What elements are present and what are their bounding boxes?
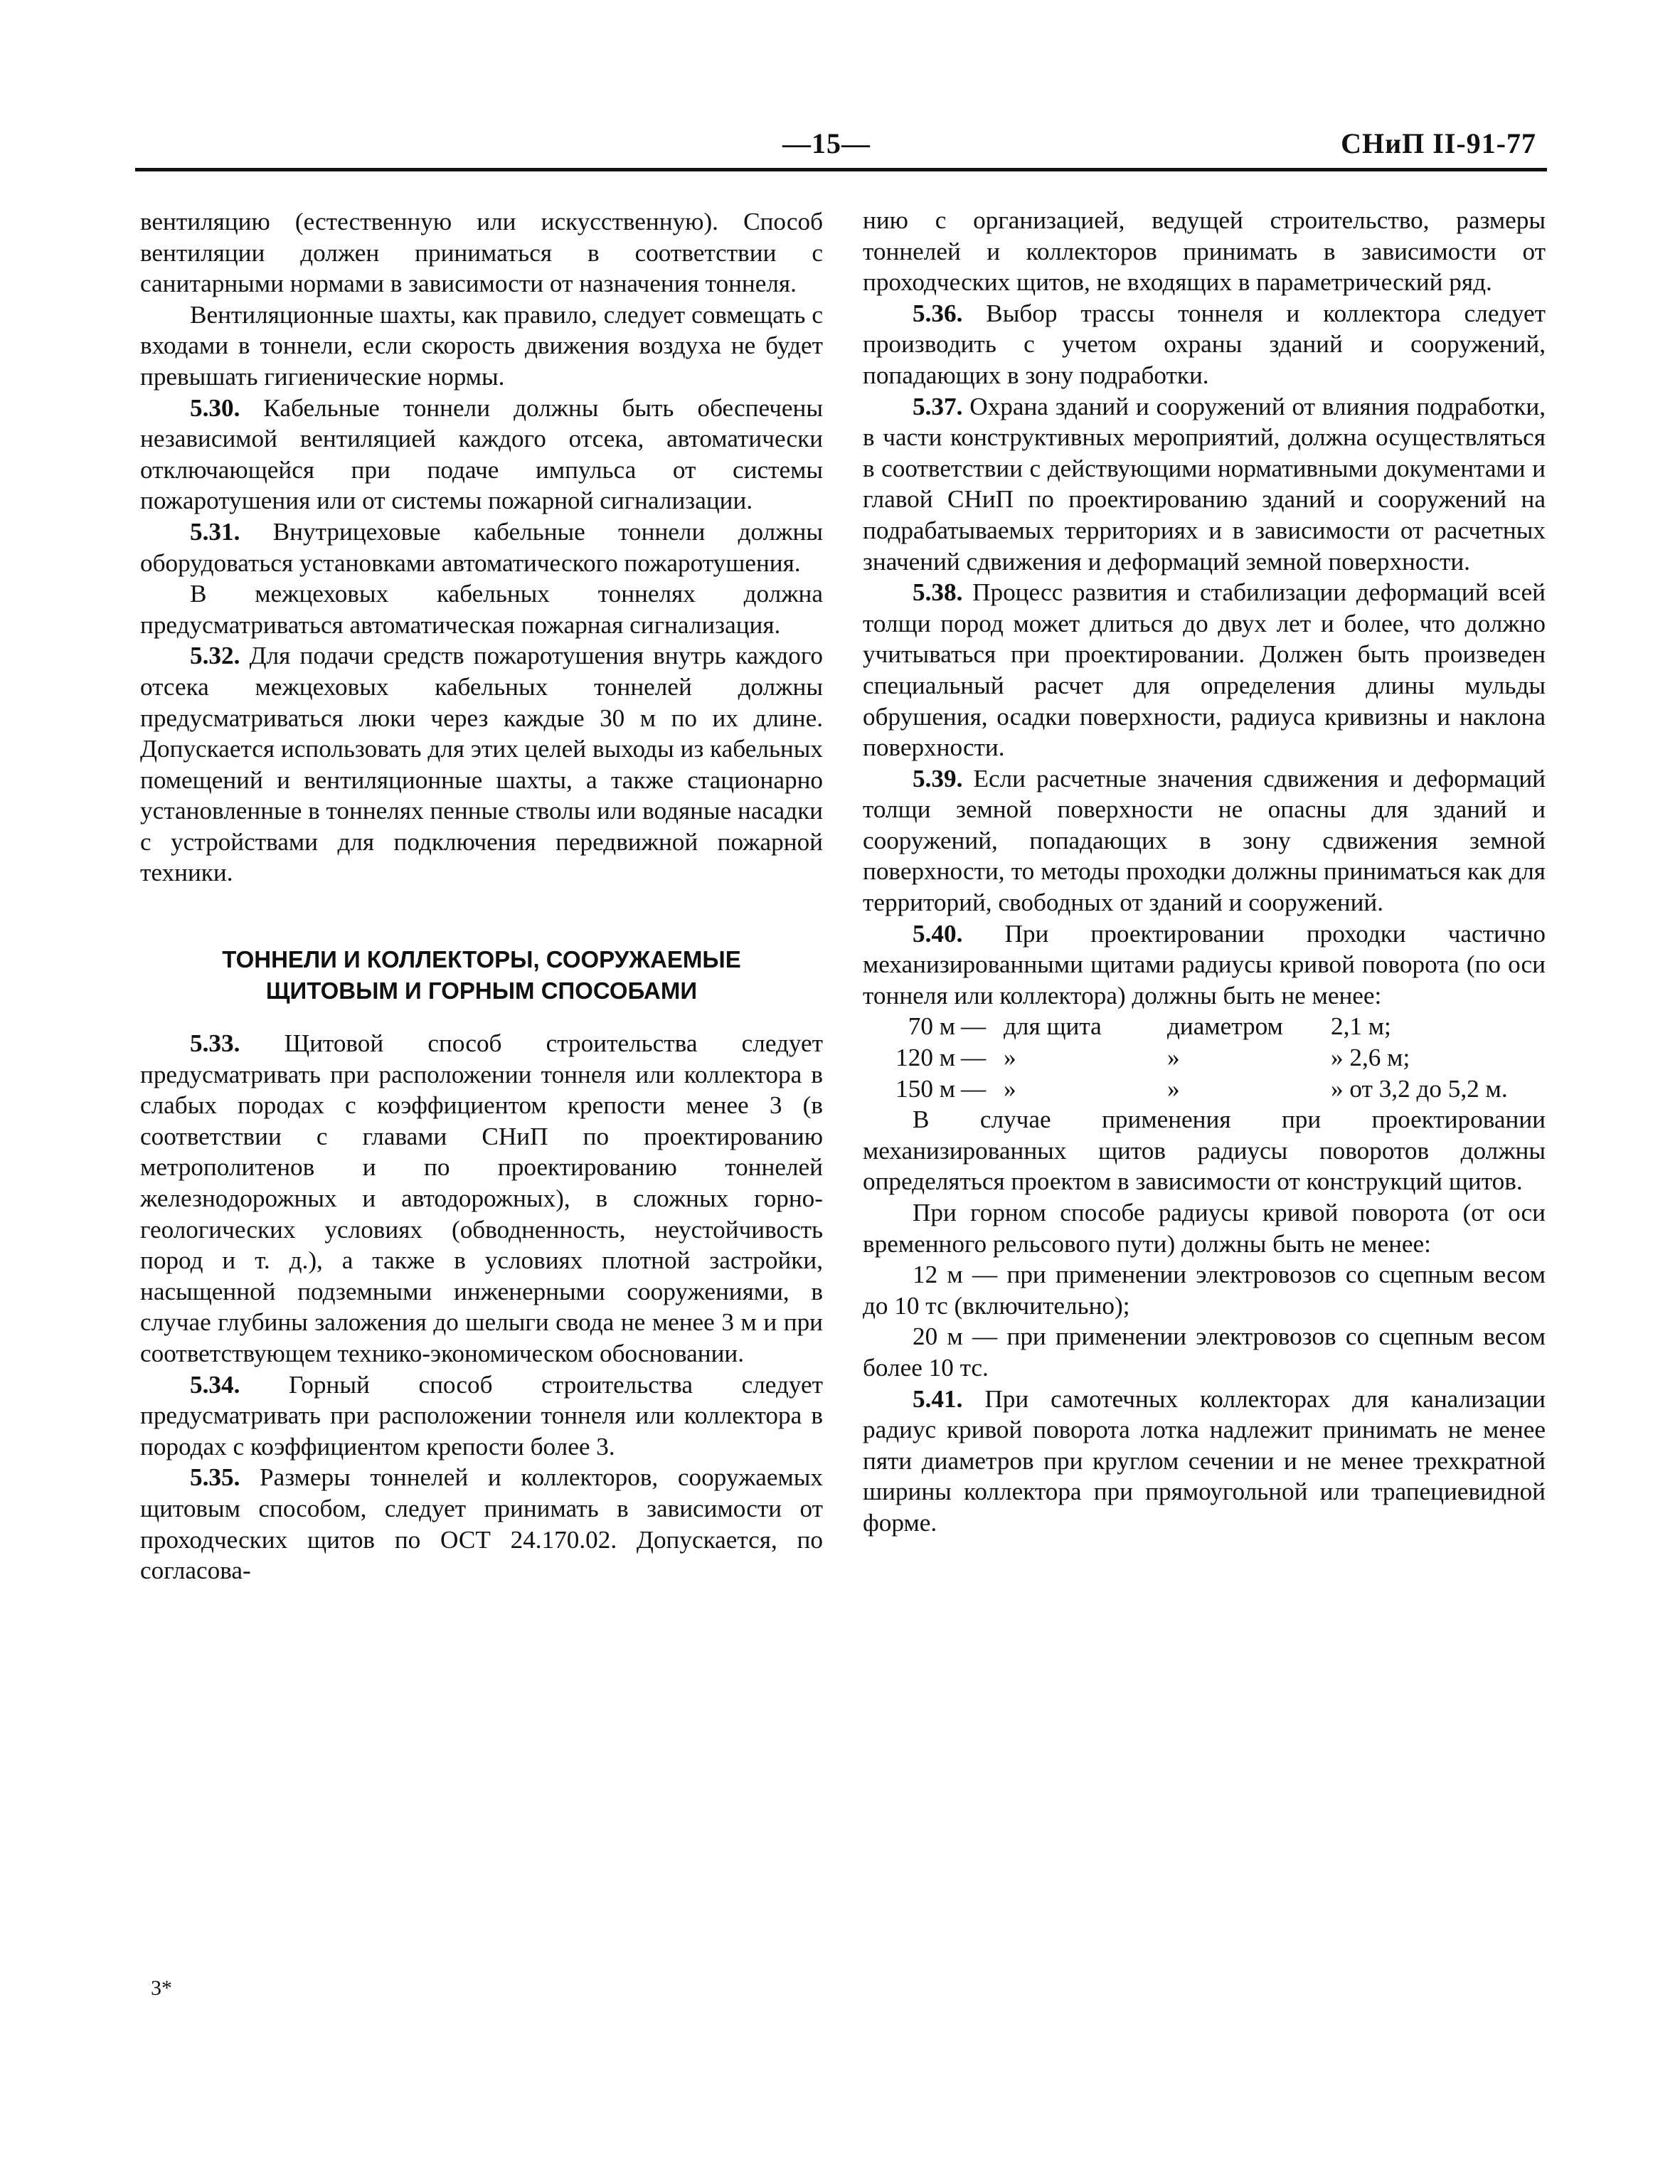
clause-text: Размеры тоннелей и коллекторов, сооружаемых щитовым способом, следует принимать в зависимости от проходческих щитов по ОСТ 24.170.02. Допускается, по согласова-: [140, 1463, 823, 1585]
clause-5-37: [863, 391, 1546, 578]
section-heading-line: ТОННЕЛИ И КОЛЛЕКТОРЫ, СООРУЖАЕМЫЕ: [222, 946, 741, 973]
clause-number: 5.38.: [913, 578, 963, 607]
clause-5-35: [140, 1462, 823, 1586]
clause-number: 5.41.: [913, 1384, 963, 1413]
page-number: —15—: [782, 127, 871, 159]
clause-text: Процесс развития и стабилизации деформаций всей толщи пород может длиться до двух лет и более, что должно учитываться при проектировании. Должен быть произведен специальный расчет для определения длины мульды обрушения, осадки поверхности, радиуса кривизны и наклона поверхности.: [863, 578, 1546, 762]
table-row: [863, 1011, 1508, 1042]
header-rule: [135, 168, 1547, 171]
clause-text: Охрана зданий и сооружений от влияния подработки, в части конструктивных мероприятий, должна осуществляться в соответствии с действующими нормативными документами и главой СНиП по проектированию зданий и сооружений на подрабатываемых территориях и в зависимости от расчетных значений сдвижения и деформаций земной поверхности.: [863, 392, 1546, 576]
radius-value: 120 м: [895, 1044, 955, 1072]
radius-desc: »: [1004, 1074, 1016, 1103]
clause-number: 5.31.: [190, 517, 240, 546]
clause-5-30: [140, 393, 823, 516]
clause-number: 5.39.: [913, 764, 963, 793]
clause-number: 5.35.: [190, 1463, 240, 1492]
clause-number: 5.34.: [190, 1370, 240, 1399]
radius-desc: »: [1167, 1074, 1180, 1103]
section-heading-line: ЩИТОВЫМ И ГОРНЫМ СПОСОБАМИ: [265, 977, 698, 1004]
clause-text: При самотечных коллекторах для канализации радиус кривой поворота лотка надлежит принимать не менее пяти диаметров при круглом сечении и не менее трехкратной ширины коллектора при прямоугольной или трапециевидной форме.: [863, 1384, 1546, 1537]
clause-number: 5.36.: [913, 299, 963, 327]
clause-5-41: [863, 1384, 1546, 1539]
clause-5-34: [140, 1369, 823, 1463]
clause-text: Кабельные тоннели должны быть обеспечены независимой вентиляцией каждого отсека, автоматически отключающейся при подаче импульса от системы пожаротушения или от системы пожарной сигнализации.: [140, 393, 824, 515]
paragraph: При горном способе радиусы кривой поворота (от оси временного рельсового пути) должны быть не менее:: [863, 1199, 1546, 1258]
radius-value: 150 м: [895, 1074, 955, 1103]
radius-desc: »: [1167, 1044, 1180, 1072]
clause-5-32: [140, 640, 823, 889]
clause-5-39: [863, 763, 1546, 918]
clause-number: 5.33.: [190, 1029, 240, 1058]
paragraph: В межцеховых кабельных тоннелях должна предусматриваться автоматическая пожарная сигнализация.: [140, 580, 823, 639]
clause-5-36: [863, 298, 1546, 391]
signature-mark: 3*: [151, 1976, 172, 2000]
clause-text: Выбор трассы тоннеля и коллектора следует производить с учетом охраны зданий и сооружений, попадающих в зону подработки.: [863, 299, 1546, 389]
radius-desc: для щита: [1004, 1012, 1102, 1041]
document-code: СНиП II-91-77: [1341, 127, 1536, 159]
shield-diameter: 2,1 м;: [1331, 1012, 1391, 1041]
clause-text: Горный способ строительства следует предусматривать при расположении тоннеля или коллектора в породах с коэффициентом крепости более 3.: [140, 1370, 823, 1461]
clause-5-31: [140, 516, 823, 578]
paragraph: нию с организацией, ведущей строительство, размеры тоннелей и коллекторов принимать в зависимости от проходческих щитов, не входящих в параметрический ряд.: [863, 206, 1546, 297]
clause-5-40: [863, 918, 1546, 1012]
radius-table: [863, 1011, 1508, 1104]
clause-text: Для подачи средств пожаротушения внутрь каждого отсека межцеховых кабельных тоннелей должны предусматриваться люки через каждые 30 м по их длине. Допускается использовать для этих целей выходы из кабельных помещений и вентиляционные шахты, а также стационарно установленные в тоннелях пенные стволы или водяные насадки с устройствами для подключения передвижной пожарной техники.: [140, 642, 824, 887]
clause-number: 5.32.: [190, 642, 240, 670]
paragraph: В случае применения при проектировании механизированных щитов радиусы поворотов должны определяться проектом в зависимости от конструкций щитов.: [863, 1106, 1546, 1196]
clause-text: Щитовой способ строительства следует предусматривать при расположении тоннеля или коллектора в слабых породах с коэффициентом крепости менее 3 (в соответствии с главами СНиП по проектированию метрополитенов и по проектированию тоннелей железнодорожных и автодорожных), в сложных горно-геологических условиях (обводненность, неустойчивость пород и т. д.), а также в условиях плотной застройки, насыщенной подземными инженерными сооружениями, в случае глубины заложения до шелыги свода не менее 3 м и при соответствующем технико-экономическом обосновании.: [140, 1029, 823, 1367]
clause-number: 5.37.: [913, 392, 963, 420]
radius-dash: —: [961, 1044, 987, 1072]
clause-number: 5.40.: [913, 919, 963, 948]
clause-5-38: [863, 577, 1546, 763]
shield-diameter: » от 3,2 до 5,2 м.: [1331, 1074, 1508, 1103]
right-column: [863, 205, 1546, 1539]
left-column: [140, 206, 823, 1586]
table-row: [863, 1074, 1508, 1105]
clause-text: Внутрицеховые кабельные тоннели должны оборудоваться установками автоматического пожаротушения.: [140, 517, 823, 577]
page-header: [135, 120, 1551, 169]
paragraph: вентиляцию (естественную или искусственную). Способ вентиляции должен приниматься в соответствии с санитарными нормами в зависимости от назначения тоннеля.: [140, 208, 823, 298]
shield-diameter: » 2,6 м;: [1331, 1044, 1410, 1072]
radius-desc: диаметром: [1167, 1012, 1283, 1041]
clause-number: 5.30.: [190, 393, 240, 422]
radius-desc: »: [1004, 1044, 1016, 1072]
radius-dash: —: [961, 1012, 987, 1041]
radius-value: 70 м: [908, 1012, 955, 1041]
clause-text: При проектировании проходки частично механизированными щитами радиусы кривой поворота (по оси тоннеля или коллектора) должны быть не менее:: [863, 919, 1546, 1009]
paragraph: 20 м — при применении электровозов со сцепным весом более 10 тс.: [863, 1322, 1546, 1382]
clause-5-33: [140, 1028, 823, 1369]
paragraph: Вентиляционные шахты, как правило, следует совмещать с входами в тоннели, если скорость движения воздуха не будет превышать гигиенические нормы.: [140, 300, 823, 391]
clause-text: Если расчетные значения сдвижения и деформаций толщи земной поверхности не опасны для зданий и сооружений, попадающих в зону сдвижения земной поверхности, то методы проходки должны приниматься как для территорий, свободных от зданий и сооружений.: [863, 764, 1546, 917]
section-heading: [140, 944, 823, 1007]
radius-dash: —: [961, 1074, 987, 1103]
table-row: [863, 1042, 1508, 1074]
paragraph: 12 м — при применении электровозов со сцепным весом до 10 тс (включительно);: [863, 1261, 1546, 1320]
